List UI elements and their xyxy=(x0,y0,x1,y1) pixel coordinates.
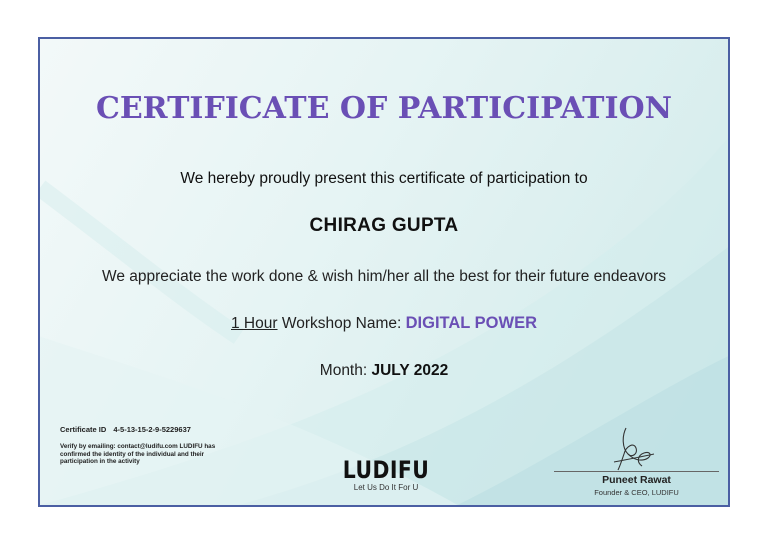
workshop-duration: 1 Hour xyxy=(231,315,278,332)
month-label: Month: xyxy=(319,362,368,379)
certificate-id xyxy=(60,425,191,434)
signer-name: Puneet Rawat xyxy=(602,474,671,486)
month-line xyxy=(40,362,728,380)
ludifu-logo xyxy=(326,457,446,492)
logo-tagline: Let Us Do It For U xyxy=(353,483,419,492)
appreciation-text: We appreciate the work done & wish him/her all the best for their future endeavors xyxy=(101,268,667,285)
signer-role: Founder & CEO, LUDIFU xyxy=(594,488,679,497)
signature-icon xyxy=(608,424,658,472)
month-value: JULY 2022 xyxy=(371,362,449,379)
certificate-content xyxy=(40,39,728,505)
certificate xyxy=(38,37,730,507)
signature-line xyxy=(554,471,719,472)
certificate-title: CERTIFICATE OF PARTICIPATION xyxy=(95,91,673,126)
recipient-name: CHIRAG GUPTA xyxy=(309,215,459,236)
verification-text: Verify by emailing: contact@ludifu.com LUDIFU has confirmed the identity of the individual and their participation in the activity xyxy=(60,443,216,466)
presented-text: We hereby proudly present this certificate of participation to xyxy=(180,170,588,187)
workshop-line xyxy=(40,314,728,333)
workshop-label: Workshop Name: xyxy=(281,315,402,332)
workshop-name: DIGITAL POWER xyxy=(405,314,537,332)
certificate-id-label: Certificate ID xyxy=(60,425,107,434)
logo-wordmark: LUDIFU xyxy=(342,456,430,484)
certificate-id-value: 4-5-13-15-2-9-5229637 xyxy=(113,425,191,434)
